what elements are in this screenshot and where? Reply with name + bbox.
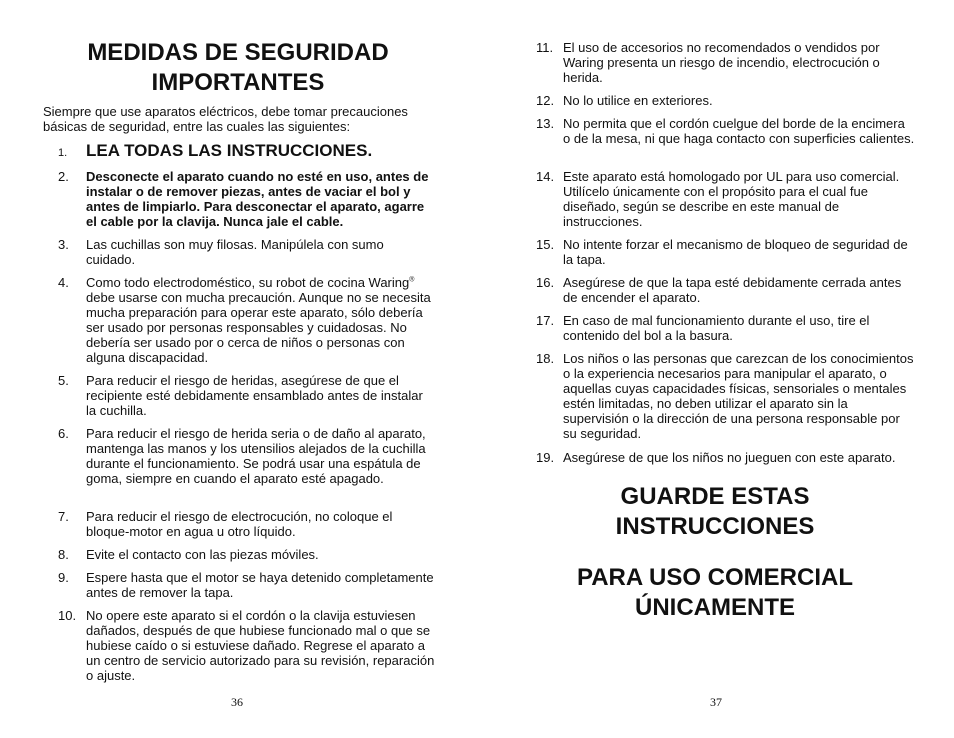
item-text: Para reducir el riesgo de electrocución, no coloque el bloque-motor en agua u otro líquido. — [86, 509, 393, 539]
item-number: 14. — [536, 169, 555, 184]
item-number: 18. — [536, 351, 555, 366]
item-text: No intente forzar el mecanismo de bloqueo de seguridad de la tapa. — [563, 237, 908, 267]
item-number: 15. — [536, 237, 555, 252]
item-number: 6. — [58, 426, 69, 441]
item-number: 1. — [58, 147, 68, 159]
registered-mark: ® — [409, 276, 415, 284]
item-text-start: Como todo electrodoméstico, su robot de cocina Waring — [86, 275, 410, 290]
item-text: En caso de mal funcionamiento durante el uso, tire el contenido del bol a la basura. — [563, 313, 870, 343]
item-heading: LEA TODAS LAS INSTRUCCIONES. — [86, 141, 373, 160]
item-text: Evite el contacto con las piezas móviles. — [86, 547, 319, 562]
item-text — [86, 275, 436, 365]
save-instructions-heading — [513, 482, 917, 542]
closing-line-2: ÚNICAMENTE — [635, 594, 795, 621]
item-text-end: debe usarse con mucha precaución. Aunque no se necesita mucha preparación para operar este aparato, sólo debería ser usado por personas responsables y cuidadosas. No debería ser usado por o cerca de niños o personas con alguna discapacidad. — [86, 290, 431, 365]
item-text: Asegúrese de que la tapa esté debidamente cerrada antes de encender el aparato. — [563, 275, 902, 305]
item-number: 5. — [58, 373, 69, 388]
item-number: 12. — [536, 93, 555, 108]
item-number: 10. — [58, 608, 77, 623]
item-number: 3. — [58, 237, 69, 252]
page-number: 36 — [231, 695, 243, 709]
closing-line-2: INSTRUCCIONES — [615, 513, 815, 540]
intro-paragraph: Siempre que use aparatos eléctricos, debe tomar precauciones básicas de seguridad, entre las cuales las siguientes: — [43, 104, 408, 134]
item-text: Para reducir el riesgo de heridas, asegúrese de que el recipiente esté debidamente ensamblado antes de instalar la cuchilla. — [86, 373, 423, 418]
item-number: 9. — [58, 570, 69, 585]
item-number: 13. — [536, 116, 555, 131]
item-text: No permita que el cordón cuelgue del borde de la encimera o de la mesa, ni que haga contacto con superficies calientes. — [563, 116, 915, 146]
item-number: 16. — [536, 275, 555, 290]
item-number: 17. — [536, 313, 555, 328]
item-text: Para reducir el riesgo de herida seria o de daño al aparato, mantenga las manos y los utensilios alejados de la cuchilla durante el funcionamiento. Se podrá usar una espátula de goma, siempre en cuando el aparato esté apagado. — [86, 426, 426, 486]
page-number: 37 — [710, 695, 722, 709]
right-page — [477, 0, 954, 738]
item-text: No lo utilice en exteriores. — [563, 93, 713, 108]
item-text: Los niños o las personas que carezcan de los conocimientos o la experiencia necesarios para manipular el aparato, o aquellas cuyas capacidades físicas, sensoriales o mentales estén limitadas, no deben utilizar el aparato sin la supervisión o la dirección de una persona responsable por su seguridad. — [563, 351, 914, 441]
item-number: 19. — [536, 450, 555, 465]
title-line-1: MEDIDAS DE SEGURIDAD — [87, 39, 389, 66]
item-number: 4. — [58, 275, 69, 290]
item-text: Este aparato está homologado por UL para uso comercial. Utilícelo únicamente con el propósito para el cual fue diseñado, según se describe en este manual de instrucciones. — [563, 169, 900, 229]
item-number: 2. — [58, 169, 69, 184]
item-text: El uso de accesorios no recomendados o vendidos por Waring presenta un riesgo de incendio, electrocución o herida. — [563, 40, 880, 85]
item-text: No opere este aparato si el cordón o la clavija estuviesen dañados, después de que hubiese funcionado mal o que se hubiese caído o si estuviese dañado. Regrese el aparato a un centro de servicio autorizado para su revisión, reparación o ajuste. — [86, 608, 435, 683]
item-text: Desconecte el aparato cuando no esté en uso, antes de instalar o de remover piezas, antes de vaciar el bol y antes de limpiarlo. Para desconectar el aparato, agarre el cable por la clavija. Nunca jale el cable. — [86, 169, 429, 229]
commercial-use-heading — [513, 563, 917, 623]
item-number: 7. — [58, 509, 69, 524]
item-text: Asegúrese de que los niños no jueguen con este aparato. — [563, 450, 896, 465]
item-number: 8. — [58, 547, 69, 562]
closing-line-1: GUARDE ESTAS — [620, 483, 810, 510]
item-text: Las cuchillas son muy filosas. Manipúlela con sumo cuidado. — [86, 237, 384, 267]
item-number: 11. — [536, 40, 554, 55]
title-line-2: IMPORTANTES — [151, 69, 325, 96]
page-title — [40, 38, 436, 98]
item-text: Espere hasta que el motor se haya detenido completamente antes de remover la tapa. — [86, 570, 434, 600]
closing-line-1: PARA USO COMERCIAL — [577, 564, 853, 591]
